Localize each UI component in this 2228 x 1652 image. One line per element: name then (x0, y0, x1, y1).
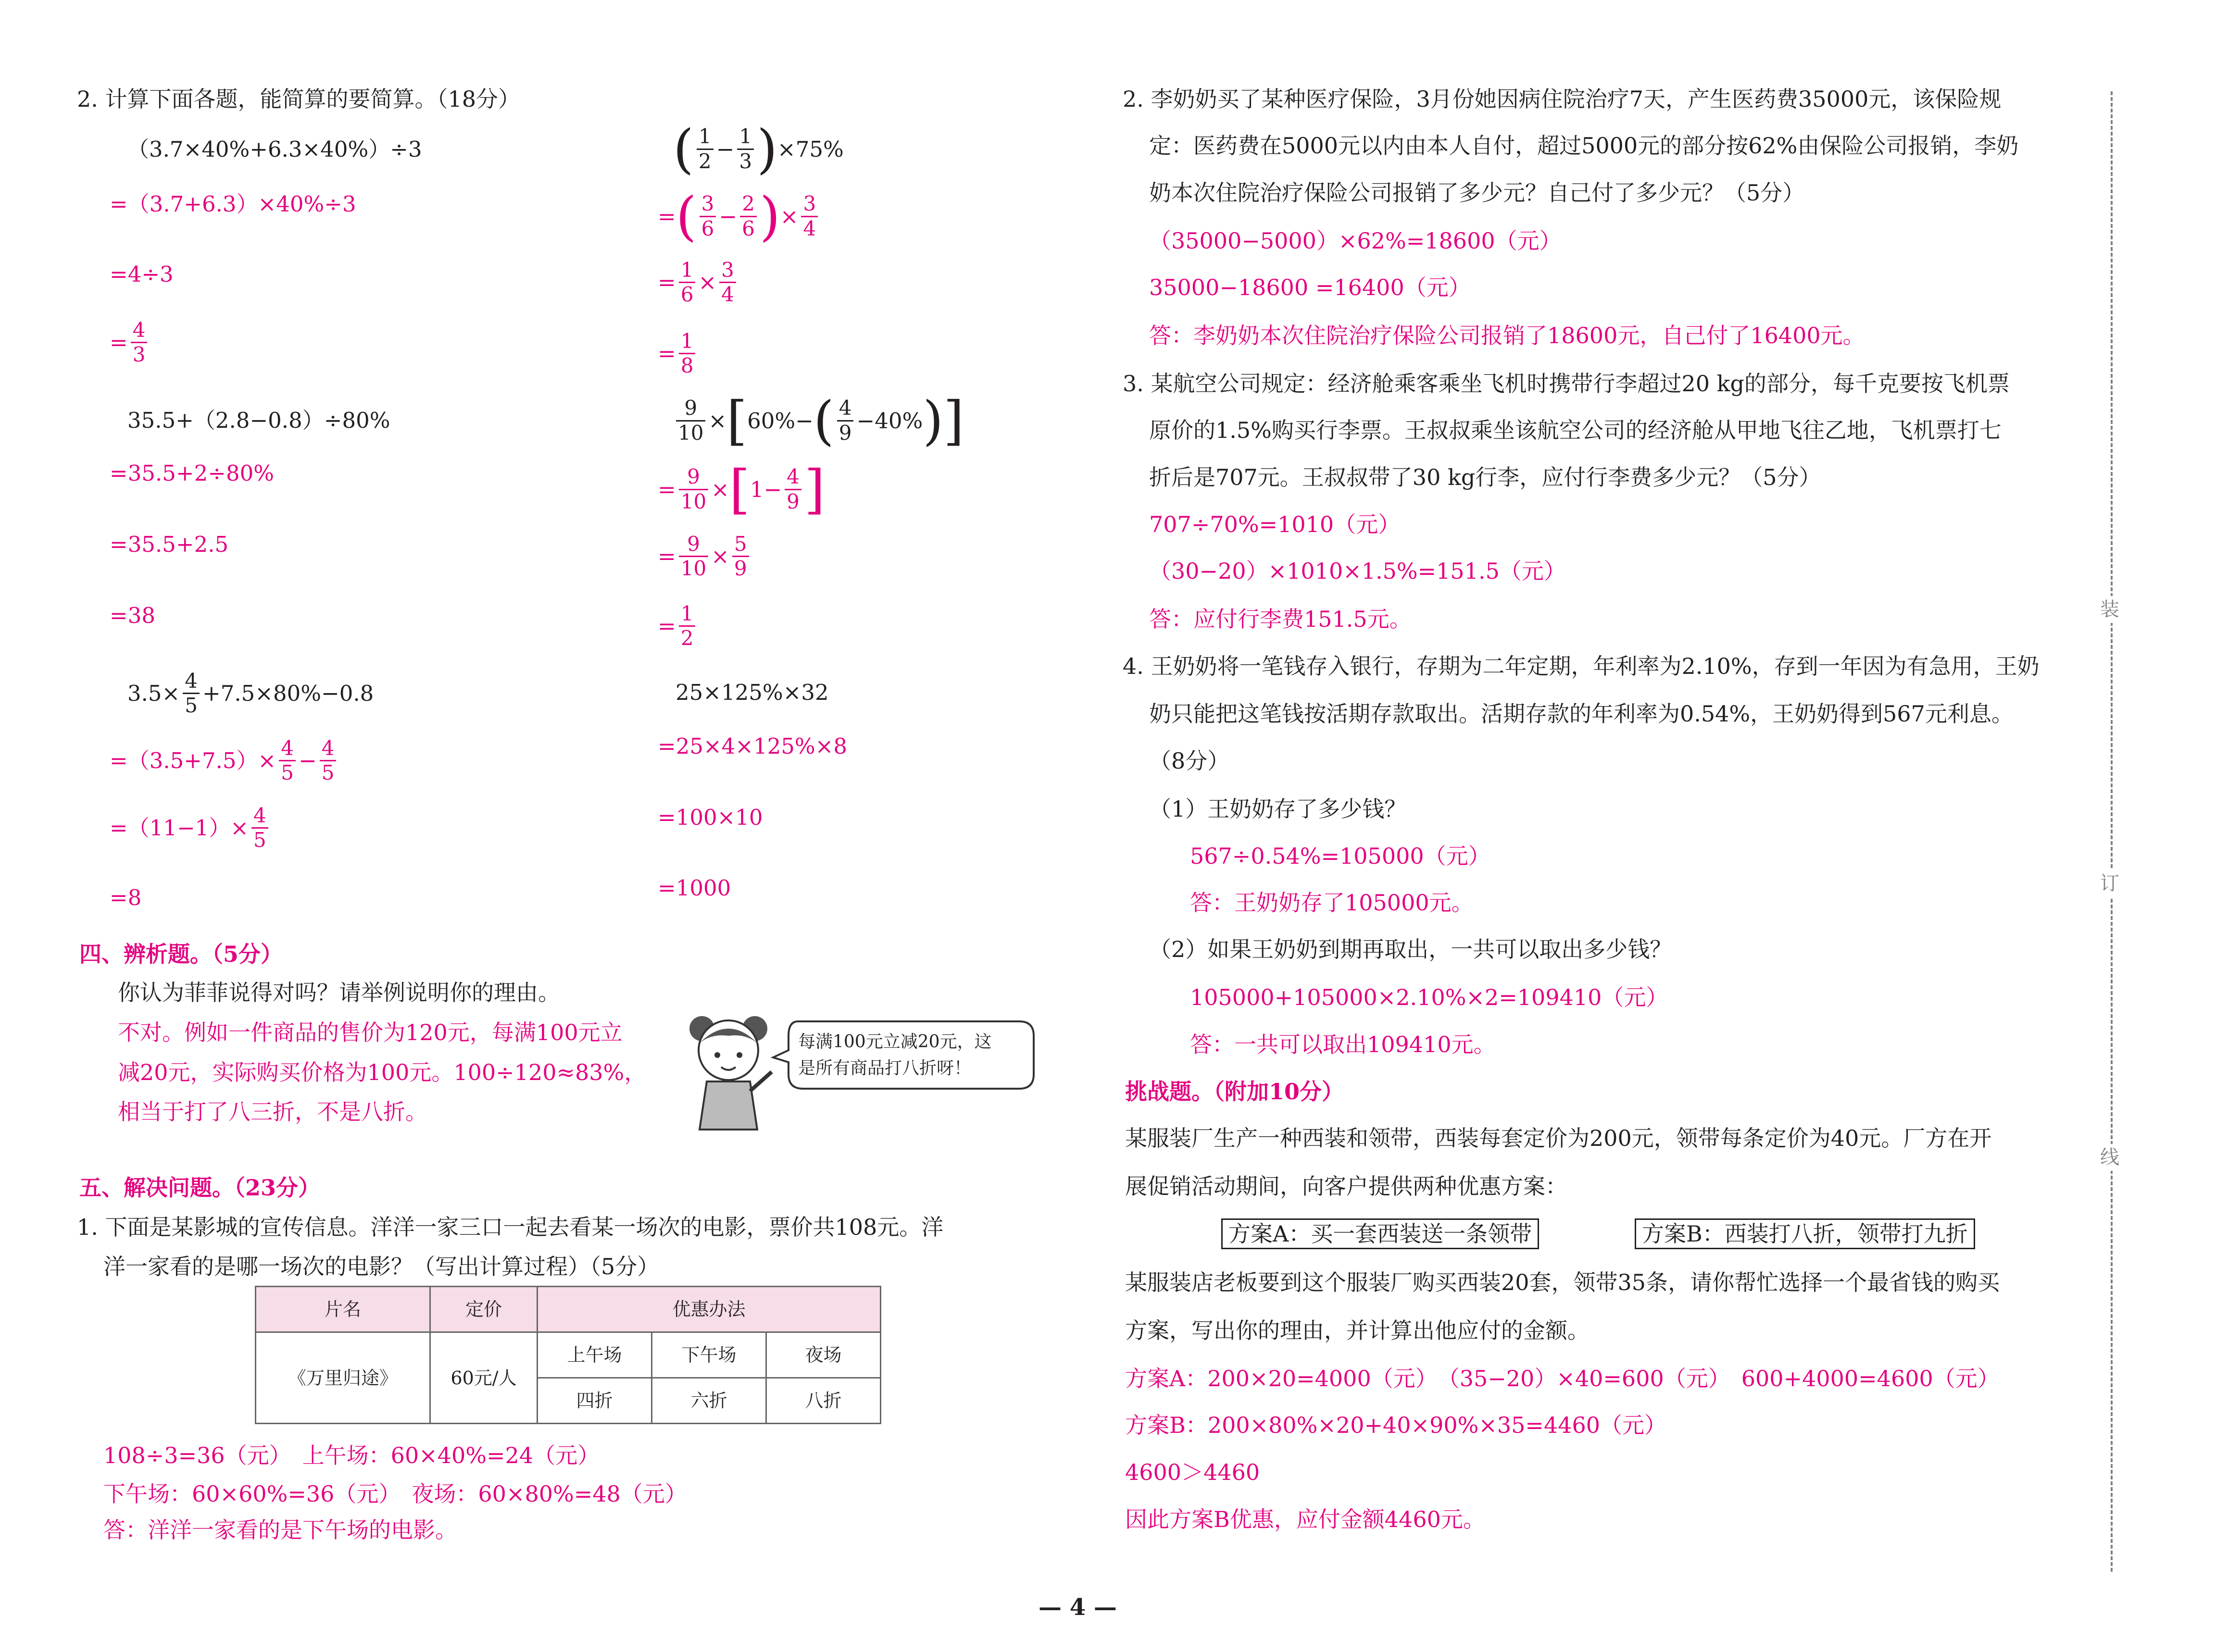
r-q3-line2: 原价的1.5%购买行李票。王叔叔乘坐该航空公司的经济舱从甲地飞往乙地，飞机票打七 (1149, 417, 2002, 443)
r-q4-part2-answer1: 105000+105000×2.10%×2=109410（元） (1190, 984, 1668, 1010)
r-q4-part2: （2）如果王奶奶到期再取出，一共可以取出多少钱？ (1149, 936, 1672, 962)
table-header-price: 定价 (430, 1287, 538, 1332)
r-q2-answer3: 答：李奶奶本次住院治疗保险公司报销了18600元，自己付了16400元。 (1149, 323, 1865, 348)
challenge-line2: 展促销活动期间，向客户提供两种优惠方案： (1125, 1173, 1567, 1199)
r-q2-answer1: （35000−5000）×62%=18600（元） (1149, 228, 1562, 254)
section5-answer-line1: 108÷3=36（元） 上午场：60×40%=24（元） (103, 1442, 600, 1468)
calc6-step2: =100×10 (658, 805, 763, 830)
challenge-answer1: 方案A：200×20=4000（元） （35−20）×40=600（元） 600+4000=4600（元） (1125, 1366, 2000, 1391)
r-q4-line3: （8分） (1149, 748, 1230, 774)
section4-answer-line2: 减20元，实际购买价格为100元。100÷120≈83%， (118, 1059, 647, 1085)
speech-bubble-text-line1: 每满100元立减20元，这 (798, 1032, 992, 1052)
calc1-step1: =（3.7+6.3）×40%÷3 (110, 191, 356, 217)
calc6-expression: 25×125%×32 (676, 680, 829, 705)
calc2-step1: = ( $\frac{3}{6}$ − $\frac{2}{6}$ ) × $\frac{3}{4}$ (658, 190, 821, 243)
discount-table (255, 1286, 881, 1424)
table-session-night: 夜场 (766, 1332, 881, 1378)
r-q4-part2-answer2: 答：一共可以取出109410元。 (1190, 1031, 1496, 1057)
calc4-step2: = $\frac{9}{10}$ × $\frac{5}{9}$ (658, 534, 752, 579)
plan-a-box: 方案A：买一套西装送一条领带 (1221, 1218, 1539, 1249)
calc4-step1: = $\frac{9}{10}$ × [ 1− $\frac{4}{9}$ ] (658, 459, 825, 520)
table-session-morning: 上午场 (538, 1332, 652, 1378)
section4-heading: 四、辨析题。（5分） (79, 941, 283, 967)
challenge-heading: 挑战题。（附加10分） (1125, 1079, 1344, 1105)
challenge-answer3: 4600＞4460 (1125, 1459, 1260, 1485)
table-session-afternoon: 下午场 (652, 1332, 766, 1378)
r-q2-line3: 奶本次住院治疗保险公司报销了多少元？自己付了多少元？（5分） (1149, 180, 1805, 206)
r-q3-answer2: （30−20）×1010×1.5%=151.5（元） (1149, 558, 1566, 584)
calc3-step2: =35.5+2.5 (110, 532, 229, 557)
table-header-discount: 优惠办法 (538, 1287, 881, 1332)
table-price: 60元/人 (430, 1332, 538, 1424)
table-header-name: 片名 (256, 1287, 430, 1332)
calc5-expression: 3.5× $\frac{4}{5}$ +7.5×80%−0.8 (127, 669, 374, 718)
r-q2-line2: 定：医药费在5000元以内由本人自付，超过5000元的部分按62%由保险公司报销，李奶 (1149, 133, 2019, 159)
page-number: — 4 — (1039, 1594, 1117, 1621)
r-q3-line3: 折后是707元。王叔叔带了30 kg行李，应付行李费多少元？（5分） (1149, 464, 1821, 490)
section5-q1-line1: 1. 下面是某影城的宣传信息。洋洋一家三口一起去看某一场次的电影，票价共108元。洋 (77, 1214, 944, 1240)
speech-bubble-text-line2: 是所有商品打八折呀！ (798, 1058, 972, 1078)
r-q3-line1: 3. 某航空公司规定：经济舱乘客乘坐飞机时携带行李超过20 kg的部分，每千克要按飞机票 (1123, 371, 2010, 397)
challenge-line4: 方案，写出你的理由，并计算出他应付的金额。 (1125, 1317, 1590, 1343)
calc3-expression: 35.5+（2.8−0.8）÷80% (127, 408, 390, 433)
calc6-result: =1000 (658, 875, 731, 901)
r-q2-answer2: 35000−18600 =16400（元） (1149, 274, 1471, 300)
calc6-step1: =25×4×125%×8 (658, 733, 847, 759)
r-q3-answer1: 707÷70%=1010（元） (1149, 511, 1401, 537)
r-q4-part1: （1）王奶奶存了多少钱？ (1149, 796, 1407, 822)
table-discount-night: 八折 (766, 1378, 881, 1424)
section4-answer-line3: 相当于打了八三折，不是八折。 (118, 1099, 427, 1125)
section5-answer-line3: 答：洋洋一家看的是下午场的电影。 (103, 1517, 457, 1543)
calc5-result: =8 (110, 885, 142, 910)
q2-title: 2. 计算下面各题，能简算的要简算。（18分） (77, 86, 521, 112)
r-q4-line1: 4. 王奶奶将一笔钱存入银行，存期为二年定期，年利率为2.10%，存到一年因为有急用，王奶 (1123, 653, 2040, 679)
binding-char-2: 订 (2100, 870, 2119, 897)
speech-bubble (769, 1017, 1039, 1098)
binding-char-1: 装 (2100, 596, 2119, 623)
r-q3-answer3: 答：应付行李费151.5元。 (1149, 606, 1412, 632)
calc5-step2: =（11−1）× $\frac{4}{5}$ (110, 805, 271, 851)
calc5-step1: =（3.5+7.5）× $\frac{4}{5}$ − $\frac{4}{5}$ (110, 738, 339, 783)
table-discount-morning: 四折 (538, 1378, 652, 1424)
section4-answer-line1: 不对。例如一件商品的售价为120元，每满100元立 (118, 1019, 623, 1045)
plan-b-box: 方案B：西装打八折，领带打九折 (1635, 1218, 1975, 1249)
calc1-result: = $\frac{4}{3}$ (110, 320, 150, 365)
calc2-expression: ( $\frac{1}{2}$ − $\frac{1}{3}$ ) ×75% (673, 118, 844, 180)
calc1-step2: =4÷3 (110, 261, 174, 287)
calc4-expression: $\frac{9}{10}$ × [ 60%− ( $\frac{4}{9}$ −40% ) ] (673, 394, 964, 447)
section5-answer-line2: 下午场：60×60%=36（元） 夜场：60×80%=48（元） (103, 1481, 687, 1507)
calc3-result: =38 (110, 603, 155, 628)
challenge-line3: 某服装店老板要到这个服装厂购买西装20套，领带35条，请你帮忙选择一个最省钱的购买 (1125, 1269, 2000, 1295)
challenge-answer4: 因此方案B优惠，应付金额4460元。 (1125, 1506, 1485, 1532)
section5-heading: 五、解决问题。（23分） (79, 1175, 321, 1201)
calc2-step2: = $\frac{1}{6}$ × $\frac{3}{4}$ (658, 260, 739, 305)
r-q4-part1-answer2: 答：王奶奶存了105000元。 (1190, 890, 1474, 916)
table-movie-name: 《万里归途》 (256, 1332, 430, 1424)
calc3-step1: =35.5+2÷80% (110, 460, 274, 486)
binding-char-3: 线 (2100, 1144, 2119, 1171)
r-q2-line1: 2. 李奶奶买了某种医疗保险，3月份她因病住院治疗7天，产生医药费35000元，该保险规 (1123, 86, 2002, 112)
challenge-answer2: 方案B：200×80%×20+40×90%×35=4460（元） (1125, 1412, 1667, 1438)
calc4-result: = $\frac{1}{2}$ (658, 603, 698, 649)
binding-dashed-line (2111, 91, 2113, 1572)
section4-question: 你认为菲菲说得对吗？请举例说明你的理由。 (118, 980, 560, 1006)
section5-q1-line2: 洋一家看的是哪一场次的电影？（写出计算过程）（5分） (103, 1254, 660, 1279)
table-discount-afternoon: 六折 (652, 1378, 766, 1424)
r-q4-part1-answer1: 567÷0.54%=105000（元） (1190, 843, 1490, 869)
r-q4-line2: 奶只能把这笔钱按活期存款取出。活期存款的年利率为0.54%，王奶奶得到567元利息。 (1149, 701, 2014, 727)
calc1-expression: （3.7×40%+6.3×40%）÷3 (127, 137, 422, 162)
girl-illustration (673, 1009, 784, 1134)
challenge-line1: 某服装厂生产一种西装和领带，西装每套定价为200元，领带每条定价为40元。厂方在开 (1125, 1125, 1992, 1151)
calc2-result: = $\frac{1}{8}$ (658, 331, 698, 376)
